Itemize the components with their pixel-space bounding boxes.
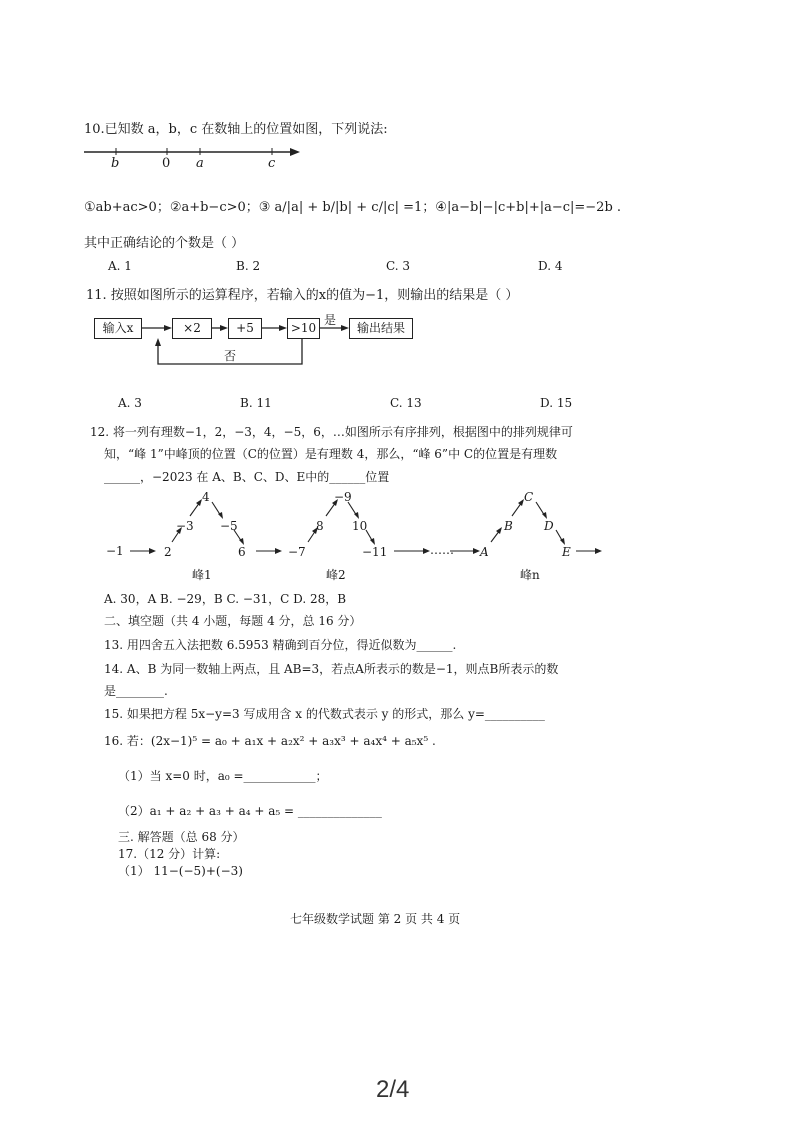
q11-stem: 11. 按照如图所示的运算程序，若输入的x的值为−1，则输出的结果是（ ） <box>86 288 519 303</box>
q10-option-c: C. 3 <box>386 259 411 273</box>
peak1-label: 峰1 <box>192 568 212 582</box>
q10-option-a: A. 1 <box>108 259 132 273</box>
flow-times2-box: ×2 <box>172 318 212 339</box>
peak-dots: …… <box>430 543 454 557</box>
q10-ask: 其中正确结论的个数是（ ） <box>84 236 245 251</box>
peak2-num: −11 <box>362 545 388 559</box>
flow-yes-label: 是 <box>324 313 337 327</box>
flow-gt10-box: >10 <box>287 318 320 339</box>
peakn-letter: D <box>544 519 554 533</box>
peak1-num: −3 <box>176 519 194 533</box>
q11-option-d: D. 15 <box>540 396 573 410</box>
q11-option-a: A. 3 <box>118 396 142 410</box>
q14-line2: 是________. <box>104 684 168 698</box>
peak1-num: 4 <box>202 490 210 504</box>
q15: 15. 如果把方程 5x−y=3 写成用含 x 的代数式表示 y 的形式，那么 y=__________ <box>104 707 545 721</box>
q11-option-b: B. 11 <box>240 396 272 410</box>
peak2-num: 8 <box>316 519 324 533</box>
q10-statements: ①ab+ac>0；②a+b−c>0；③ a/|a| + b/|b| + c/|c| =1；④|a−b|−|c+b|+|a−c|=−2b . <box>84 200 622 215</box>
peak1-num: 6 <box>238 545 246 559</box>
peak2-num: −7 <box>288 545 306 559</box>
q11-option-c: C. 13 <box>390 396 422 410</box>
axis-label-a: a <box>196 156 204 171</box>
section-2-heading: 二、填空题（共 4 小题，每题 4 分，总 16 分） <box>104 614 362 628</box>
q12-line2: 知，“峰 1”中峰顶的位置（C的位置）是有理数 4，那么，“峰 6”中 C的位置是有理数 <box>104 447 558 461</box>
q12-line3: ______，−2023 在 A、B、C、D、E中的______位置 <box>104 470 390 484</box>
q17-heading: 17.（12 分）计算: <box>118 847 221 861</box>
section-3-heading: 三. 解答题（总 68 分） <box>118 830 245 844</box>
peak2-label: 峰2 <box>326 568 346 582</box>
q17-item-1: （1） 11−(−5)+(−3) <box>118 864 243 878</box>
peak2-num: −9 <box>334 490 352 504</box>
peak1-num: −5 <box>220 519 238 533</box>
q10-stem: 10.已知数 a，b，c 在数轴上的位置如图，下列说法: <box>84 122 388 137</box>
peakn-label: 峰n <box>520 568 540 582</box>
q12-line1: 12. 将一列有理数−1，2，−3，4，−5，6，…如图所示有序排列，根据图中的排列规律可 <box>90 425 573 439</box>
peakn-letter: B <box>504 519 513 533</box>
peak2-num: 10 <box>352 519 368 533</box>
flow-input-box: 输入x <box>94 318 142 339</box>
axis-label-b: b <box>111 156 120 171</box>
peakn-letter: A <box>480 545 489 559</box>
q16-part1: （1）当 x=0 时，a₀ =____________； <box>118 769 328 783</box>
page-counter: 2/4 <box>376 1076 410 1103</box>
page-footer: 七年级数学试题 第 2 页 共 4 页 <box>290 912 461 926</box>
q14-line1: 14. A、B 为同一数轴上两点，且 AB=3，若点A所表示的数是−1，则点B所表示的数 <box>104 662 559 676</box>
q10-option-d: D. 4 <box>538 259 563 273</box>
flow-plus5-box: +5 <box>228 318 262 339</box>
flow-output-box: 输出结果 <box>349 318 413 339</box>
peakn-letter: C <box>524 490 534 504</box>
axis-label-c: c <box>268 156 276 171</box>
peakn-letter: E <box>562 545 571 559</box>
q13: 13. 用四舍五入法把数 6.5953 精确到百分位，得近似数为______. <box>104 638 457 652</box>
q12-options: A. 30，A B. −29，B C. −31，C D. 28，B <box>104 592 347 606</box>
q16-part2: （2）a₁ + a₂ + a₃ + a₄ + a₅ = ______________ <box>118 804 382 818</box>
axis-label-0: 0 <box>162 156 171 171</box>
q10-option-b: B. 2 <box>236 259 261 273</box>
peak1-num: −1 <box>106 544 124 558</box>
flow-no-label: 否 <box>224 349 237 363</box>
peak1-num: 2 <box>164 545 172 559</box>
q16-stem: 16. 若：(2x−1)⁵ = a₀ + a₁x + a₂x² + a₃x³ + a₄x⁴ + a₅x⁵ . <box>104 734 436 748</box>
